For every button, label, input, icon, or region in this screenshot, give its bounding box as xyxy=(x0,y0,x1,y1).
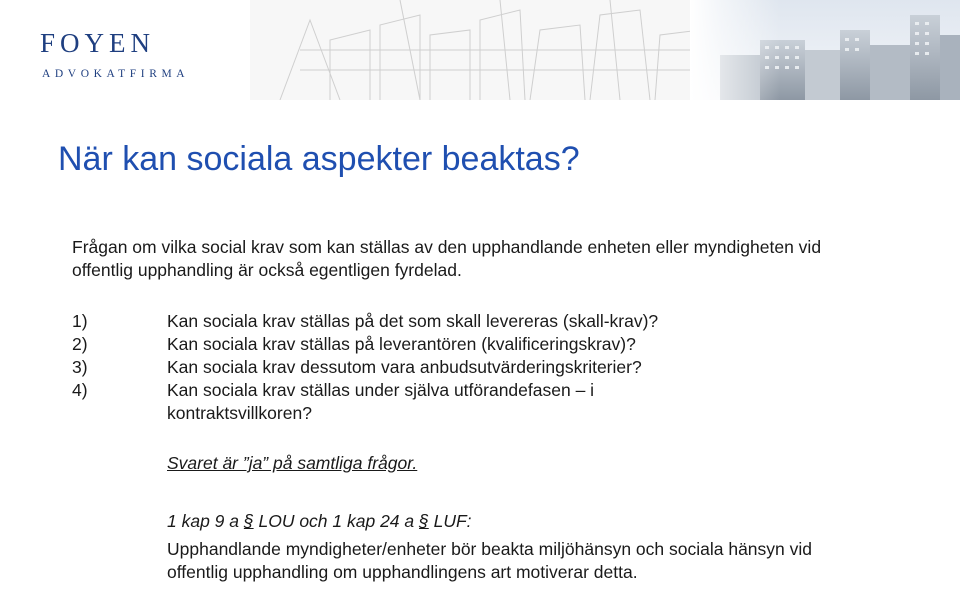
question-text: Kan sociala krav ställas under själva utförandefasen – i kontraktsvillkoren? xyxy=(167,380,595,423)
logo-subtitle: ADVOKATFIRMA xyxy=(42,68,190,80)
question-item xyxy=(72,333,712,356)
law-reference xyxy=(167,510,472,533)
question-number: 2) xyxy=(72,334,88,354)
paragraph-sign: § xyxy=(419,511,429,531)
question-text: Kan sociala krav dessutom vara anbudsutvärderingskriterier? xyxy=(167,357,642,377)
paragraph-sign: § xyxy=(243,511,254,531)
intro-paragraph: Frågan om vilka social krav som kan ställas av den upphandlande enheten eller myndigheten vid offentlig upphandling är också egentligen fyrdelad. xyxy=(72,237,822,280)
question-number: 1) xyxy=(72,311,88,331)
conclusion-paragraph: Upphandlande myndigheter/enheter bör beakta miljöhänsyn och sociala hänsyn vid offentlig upphandling om upphandlingens art motiverar detta. xyxy=(167,539,812,582)
law-reference-part3: LUF: xyxy=(433,511,472,531)
question-list xyxy=(72,310,712,425)
company-logo xyxy=(40,30,189,81)
question-number: 3) xyxy=(72,357,88,377)
question-item xyxy=(72,356,712,379)
question-item xyxy=(72,379,712,425)
question-item xyxy=(72,310,712,333)
question-text: Kan sociala krav ställas på leverantören (kvalificeringskrav)? xyxy=(167,334,636,354)
slide-title: När kan sociala aspekter beaktas? xyxy=(58,140,580,178)
question-number: 4) xyxy=(72,380,88,400)
answer-text: Svaret är ”ja” på samtliga frågor. xyxy=(167,453,418,473)
law-reference-part1: 1 kap 9 a xyxy=(167,511,239,531)
logo-name: FOYEN xyxy=(40,28,156,58)
question-text: Kan sociala krav ställas på det som skall levereras (skall-krav)? xyxy=(167,311,659,331)
law-reference-part2: LOU och 1 kap 24 a xyxy=(258,511,415,531)
